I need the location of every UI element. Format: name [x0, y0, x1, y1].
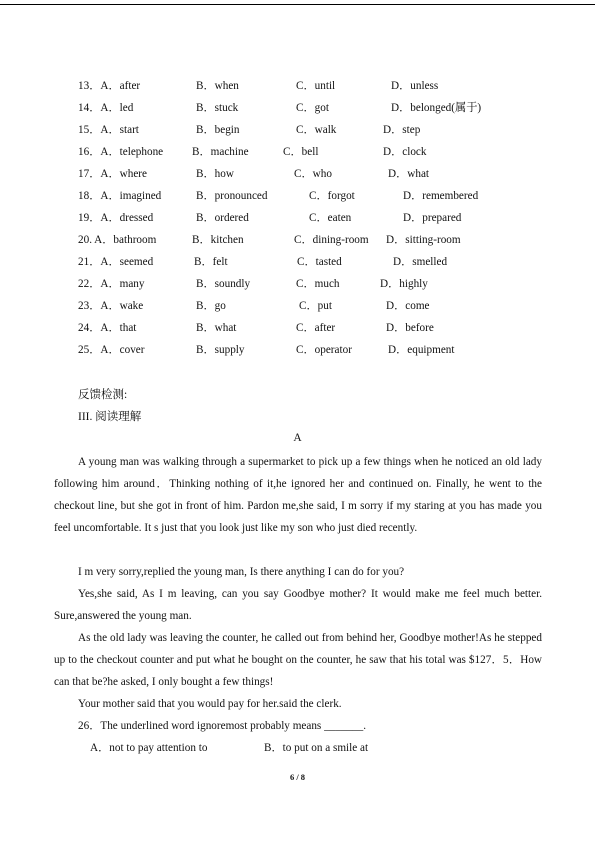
option-b: B．felt: [194, 256, 228, 268]
option-d: D．belonged(属于): [391, 102, 482, 114]
option-d: D．prepared: [403, 212, 462, 224]
passage-paragraph: A young man was walking through a supermarket to pick up a few things when he noticed an old lady following him around．Thinking nothing of it,he ignored her and continued on. Finally, he went to the checkout line, but she got in front of him. Pardon me,she said, I m sorry if my staring at you has made you feel uncomfortable. It s just that you look just like my son who just died recently.: [54, 456, 542, 534]
option-a: 13．A．after: [78, 80, 141, 92]
question-stem: 26．The underlined word ignoremost probably means _______.: [78, 720, 367, 732]
option-d: D．highly: [380, 278, 428, 290]
option-list: [0, 79, 595, 365]
feedback-heading: 反馈检测:: [78, 389, 128, 401]
option-row: [0, 79, 595, 101]
option-c: C．dining-room: [294, 234, 369, 246]
option-b: B．stuck: [196, 102, 239, 114]
option-d: D．clock: [383, 146, 427, 158]
option-c: C．put: [299, 300, 332, 312]
option-a: 17．A．where: [78, 168, 147, 180]
option-row: [0, 211, 595, 233]
top-rule: [0, 4, 595, 5]
option-row: [0, 299, 595, 321]
option-row: [0, 233, 595, 255]
option-a: 25．A．cover: [78, 344, 145, 356]
option-b: B．begin: [196, 124, 240, 136]
option-d: D．step: [383, 124, 421, 136]
passage-paragraph: I m very sorry,replied the young man, Is there anything I can do for you?: [78, 566, 405, 578]
option-c: C．who: [294, 168, 332, 180]
option-a: 16．A．telephone: [78, 146, 164, 158]
option-b: B．supply: [196, 344, 245, 356]
option-b: B．pronounced: [196, 190, 268, 202]
option-a: A．not to pay attention to: [90, 742, 208, 754]
passage-paragraph: As the old lady was leaving the counter, he called out from behind her, Goodbye mother!As he stepped up to the checkout counter and put what he bought on the counter, he saw that his total was $127．5．How can that be?he asked, I only bought a few things!: [54, 632, 542, 688]
passage-title: A: [293, 432, 302, 444]
option-a: 24．A．that: [78, 322, 137, 334]
option-row: [0, 189, 595, 211]
option-c: C．after: [296, 322, 336, 334]
option-b: B．go: [196, 300, 226, 312]
option-d: D．remembered: [403, 190, 479, 202]
option-c: C．got: [296, 102, 329, 114]
option-row: [0, 101, 595, 123]
option-b: B．how: [196, 168, 234, 180]
option-b: B．ordered: [196, 212, 249, 224]
page-number: 6 / 8: [289, 772, 306, 782]
option-a: 18．A．imagined: [78, 190, 162, 202]
option-c: C．walk: [296, 124, 337, 136]
option-c: C．forgot: [309, 190, 355, 202]
option-c: C．bell: [283, 146, 319, 158]
option-d: D．come: [386, 300, 430, 312]
option-c: C．until: [296, 80, 336, 92]
option-d: D．what: [388, 168, 430, 180]
option-row: [0, 255, 595, 277]
option-c: C．operator: [296, 344, 352, 356]
option-row: [0, 321, 595, 343]
option-b: B．kitchen: [192, 234, 244, 246]
option-c: C．much: [296, 278, 340, 290]
option-row: [0, 145, 595, 167]
option-d: D．smelled: [393, 256, 448, 268]
option-row: [0, 277, 595, 299]
passage-paragraph: Yes,she said, As I m leaving, can you say Goodbye mother? It would make me feel much better. Sure,answered the young man.: [54, 588, 542, 622]
reading-section-heading: III. 阅读理解: [78, 411, 142, 423]
option-b: B．what: [196, 322, 237, 334]
option-a: 22．A．many: [78, 278, 145, 290]
option-c: C．tasted: [297, 256, 342, 268]
option-b: B．when: [196, 80, 239, 92]
option-d: D．sitting-room: [386, 234, 461, 246]
option-b: B．to put on a smile at: [264, 742, 369, 754]
option-a: 20. A．bathroom: [78, 234, 157, 246]
option-a: 23．A．wake: [78, 300, 144, 312]
option-d: D．equipment: [388, 344, 455, 356]
option-row: [0, 123, 595, 145]
question-options: [90, 739, 570, 755]
option-d: D．before: [386, 322, 434, 334]
option-b: B．soundly: [196, 278, 251, 290]
option-c: C．eaten: [309, 212, 352, 224]
option-a: 21．A．seemed: [78, 256, 154, 268]
option-d: D．unless: [391, 80, 439, 92]
option-row: [0, 167, 595, 189]
option-a: 19．A．dressed: [78, 212, 154, 224]
passage-paragraph: Your mother said that you would pay for her.said the clerk.: [78, 698, 342, 710]
option-a: 14．A．led: [78, 102, 134, 114]
option-row: [0, 343, 595, 365]
option-a: 15．A．start: [78, 124, 139, 136]
option-b: B．machine: [192, 146, 249, 158]
